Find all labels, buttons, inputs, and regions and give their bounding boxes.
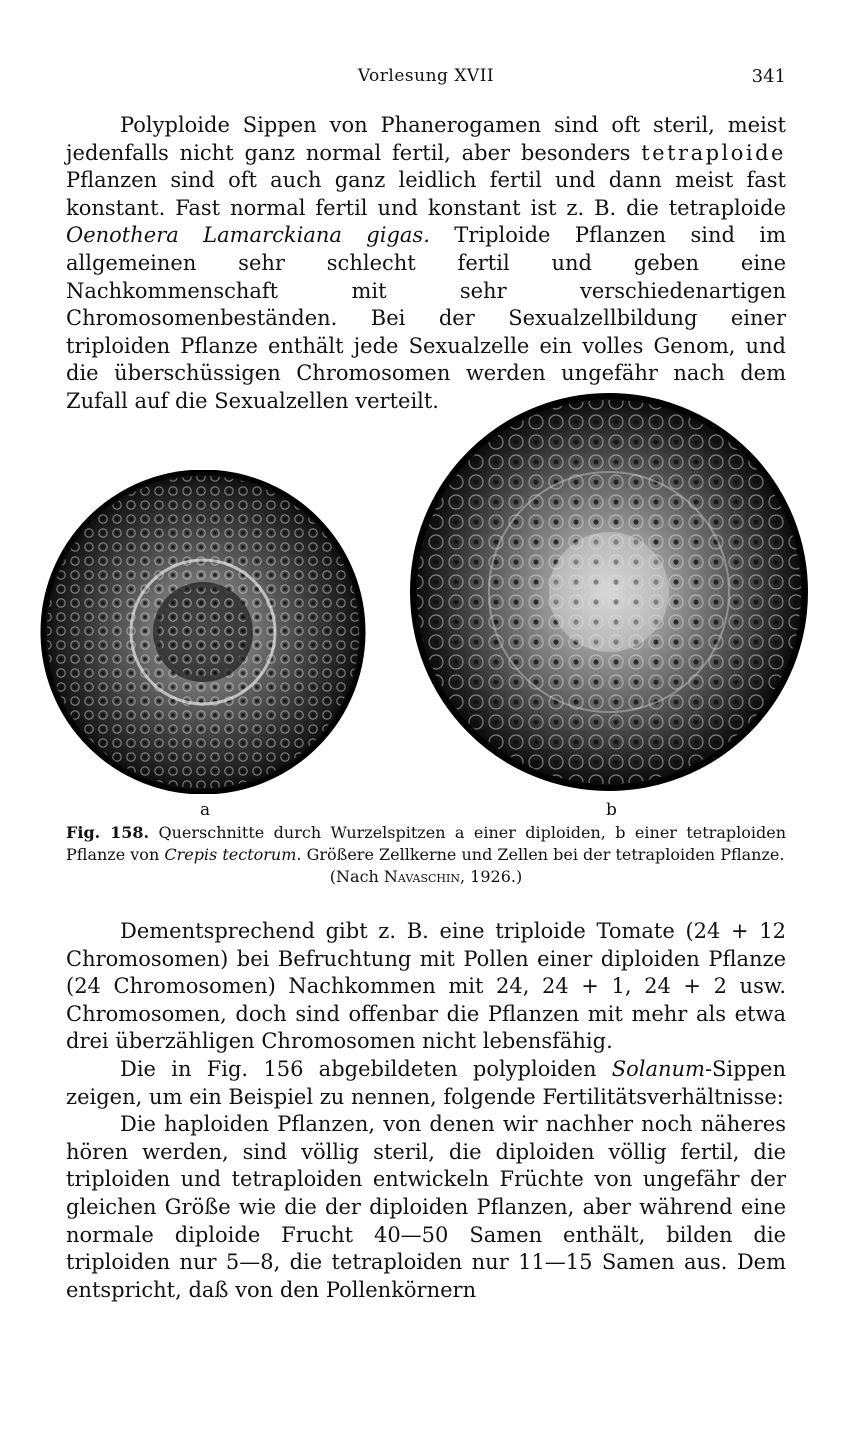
paragraph-triploid-tomato: Dementsprechend gibt z. B. eine triploide Tomate (24 + 12 Chromosomen) bei Befruchtung mit Pollen einer diploiden Pflanze (24 Chromosomen) Nachkommen mit 24, 24 + 1, 24 + 2 usw. Chromosomen, doch sind offenbar die Pflanzen mit mehr als etwa drei überzähligen Chromosomen nicht lebensfähig.: [66, 919, 786, 1054]
running-head: [66, 66, 786, 90]
paragraph-solanum-intro: [66, 1056, 786, 1111]
micrograph-tetraploid-root-section: [406, 392, 812, 792]
figure-158: [0, 380, 850, 820]
caption-species-name: Crepis tectorum.: [164, 845, 302, 864]
figure-label-a: a: [200, 800, 211, 820]
para1-emphasis-tetraploide: tetraploide: [641, 140, 786, 165]
para2-text-c: -Sippen zeigen, um ein Beispiel zu nennen, folgende Fertilitätsverhältnisse:: [66, 1056, 786, 1109]
caption-text-3: Größere Zellkerne und Zellen bei der tetraploiden Pflanze.: [301, 845, 785, 864]
page-number: 341: [751, 66, 786, 87]
paragraph-polyploid-fertility: [66, 112, 786, 416]
caption-citation: [66, 866, 786, 888]
caption-text-1: Querschnitte durch Wurzelspitzen a einer diploiden, b einer tetraploiden Pflanze von: [66, 823, 786, 864]
para2-genus-solanum: Solanum: [611, 1056, 705, 1081]
micrograph-diploid-root-section: [40, 470, 366, 794]
paragraph-fertility-details: Die haploiden Pflanzen, von denen wir nachher noch näheres hören werden, sind völlig steril, die diploiden völlig fertil, die triploiden und tetraploiden entwickeln Früchte von ungefähr der gleichen Größe wie die der diploiden Pflanzen, aber während eine normale diploide Frucht 40—50 Samen enthält, bilden die triploiden nur 5—8, die tetraploiden nur 11—15 Samen aus. Dem entspricht, daß von den Pollenkörnern: [66, 1112, 786, 1302]
citation-suffix: , 1926.): [459, 867, 523, 886]
para1-text-3: Pflanzen sind oft auch ganz leidlich fertil und dann meist fast konstant. Fast normal fertil und konstant ist z. B. die tetraploide: [66, 168, 786, 220]
para1-text-5: Triploide Pflanzen sind im allgemeinen sehr schlecht fertil und geben eine Nachkommenschaft mit sehr verschiedenartigen Chromosomenbeständen. Bei der Sexualzellbildung einer triploiden Pflanze enthält jede Sexualzelle ein volles Genom, und die überschüssigen Chromosomen werden ungefähr nach dem Zufall auf die Sexualzellen verteilt.: [66, 223, 786, 413]
running-title: Vorlesung XVII: [357, 66, 495, 86]
citation-prefix: (Nach: [329, 867, 384, 886]
body-lower: [66, 918, 786, 1304]
para1-text-1: Polyploide Sippen von Phanerogamen sind oft steril, meist jedenfalls nicht ganz normal fertil, aber besonders: [66, 113, 786, 165]
para2-text-a: Die in Fig. 156 abgebildeten polyploiden: [120, 1056, 612, 1081]
figure-label-b: b: [606, 800, 617, 820]
figure-number: Fig. 158.: [66, 823, 150, 842]
citation-author: Navaschin: [383, 867, 460, 886]
para1-species-name: Oenothera Lamarckiana gigas.: [66, 223, 430, 248]
figure-caption: [66, 822, 786, 888]
